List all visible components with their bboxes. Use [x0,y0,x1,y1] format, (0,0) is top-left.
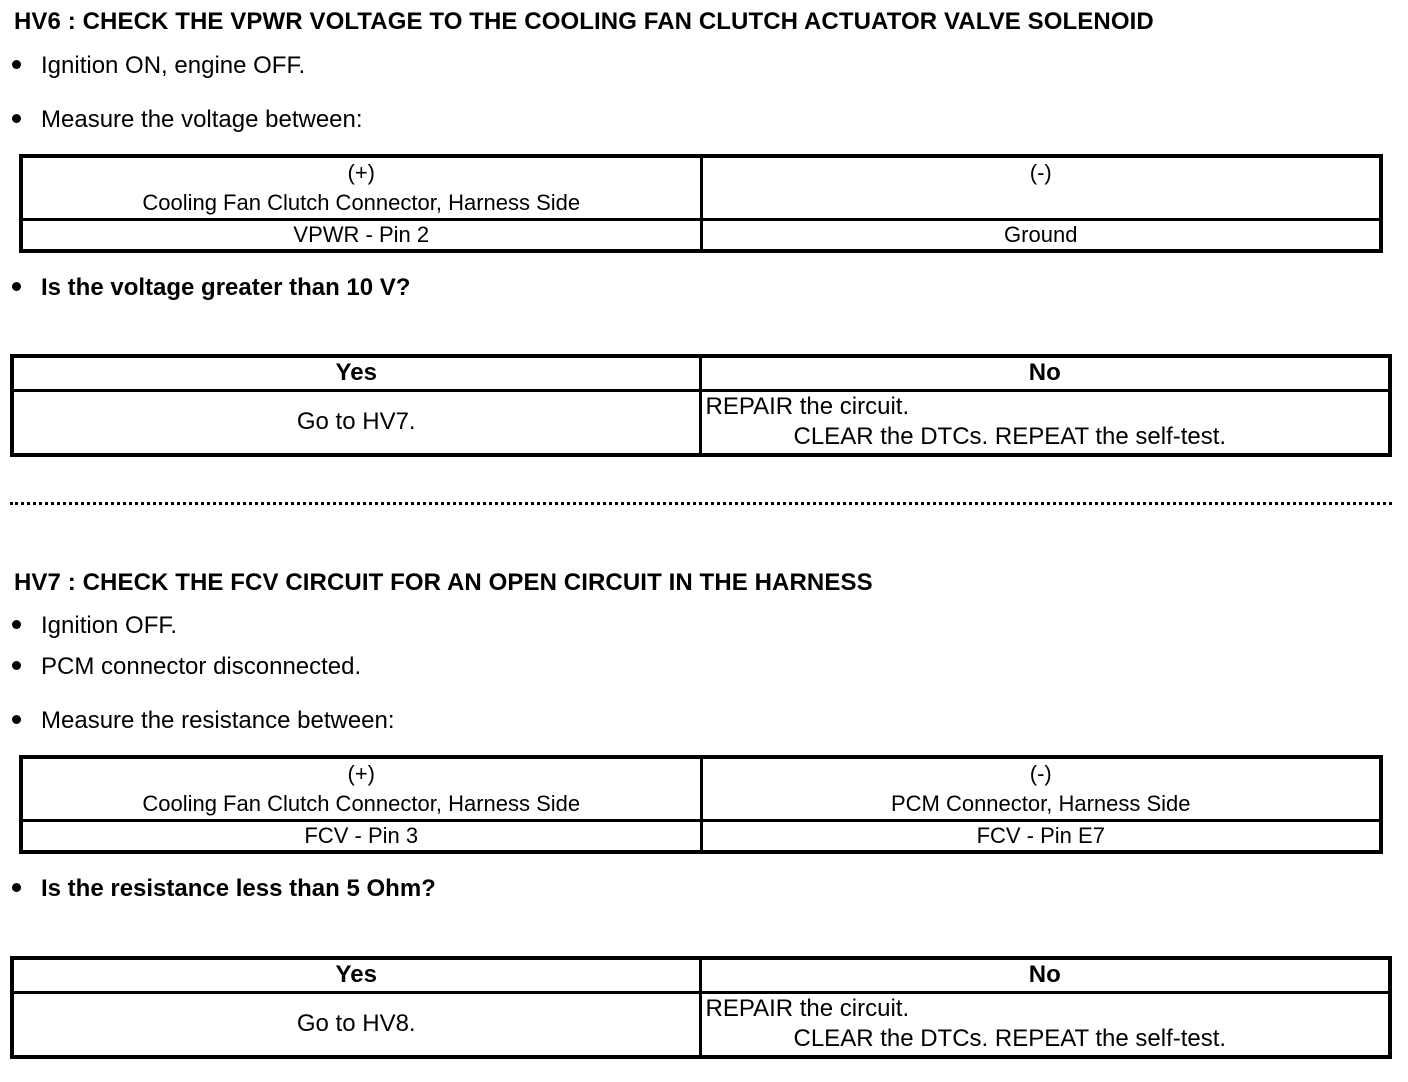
bullet-icon [12,883,21,892]
table-row [21,821,1381,853]
no-action-cell [700,993,1390,1057]
hv6-question-text: Is the voltage greater than 10 V? [41,274,411,301]
plus-header-cell [21,757,701,821]
minus-subheader: PCM Connector, Harness Side [890,791,1191,816]
hv7-step-pcm [12,653,361,681]
hv7-step-2-text: PCM connector disconnected. [41,653,362,680]
minus-value-cell: Ground [701,220,1381,252]
table-row [12,958,1390,993]
hv6-step-1-text: Ignition ON, engine OFF. [41,52,306,79]
yes-action: Go to HV7. [12,391,700,455]
hv6-step-ignition [12,52,305,80]
plus-value-cell: FCV - Pin 3 [21,821,701,853]
table-row [21,156,1381,220]
minus-header: (-) [1029,160,1052,185]
plus-subheader: Cooling Fan Clutch Connector, Harness Side [142,190,581,215]
no-header: No [700,958,1390,993]
minus-value-cell: FCV - Pin E7 [701,821,1381,853]
no-action-clear: CLEAR the DTCs. REPEAT the self-test. [793,423,1227,451]
bullet-icon [12,114,21,123]
bullet-icon [12,661,21,670]
no-action-repair: REPAIR the circuit. [705,393,910,421]
no-action-repair: REPAIR the circuit. [705,995,910,1023]
hv7-question [12,875,436,903]
hv6-step-2-text: Measure the voltage between: [41,106,363,133]
no-action-cell [700,391,1390,455]
table-row [12,391,1390,455]
minus-header: (-) [1029,761,1052,786]
table-row [21,757,1381,821]
hv7-question-text: Is the resistance less than 5 Ohm? [41,875,436,902]
hv7-measure-table [19,755,1383,854]
hv7-step-ignition [12,612,177,640]
hv6-result-table [10,354,1392,457]
section-divider [10,502,1392,505]
hv7-step-measure [12,707,395,735]
hv6-step-measure [12,106,363,134]
hv6-measure-table [19,154,1383,253]
plus-header: (+) [347,160,375,185]
no-action-clear: CLEAR the DTCs. REPEAT the self-test. [793,1025,1227,1053]
table-row [21,220,1381,252]
hv7-step-1-text: Ignition OFF. [41,612,178,639]
bullet-icon [12,60,21,69]
yes-header: Yes [12,958,700,993]
minus-header-cell [701,156,1381,220]
hv7-step-3-text: Measure the resistance between: [41,707,395,734]
no-header: No [700,356,1390,391]
minus-header-cell [701,757,1381,821]
bullet-icon [12,620,21,629]
table-row [12,356,1390,391]
hv7-heading: HV7 : CHECK THE FCV CIRCUIT FOR AN OPEN CIRCUIT IN THE HARNESS [14,569,873,596]
hv6-question [12,274,410,302]
hv6-heading: HV6 : CHECK THE VPWR VOLTAGE TO THE COOLING FAN CLUTCH ACTUATOR VALVE SOLENOID [14,8,1154,35]
hv7-result-table [10,956,1392,1059]
plus-subheader: Cooling Fan Clutch Connector, Harness Side [142,791,581,816]
yes-action: Go to HV8. [12,993,700,1057]
plus-header: (+) [347,761,375,786]
bullet-icon [12,282,21,291]
table-row [12,993,1390,1057]
plus-header-cell [21,156,701,220]
yes-header: Yes [12,356,700,391]
plus-value-cell: VPWR - Pin 2 [21,220,701,252]
bullet-icon [12,715,21,724]
